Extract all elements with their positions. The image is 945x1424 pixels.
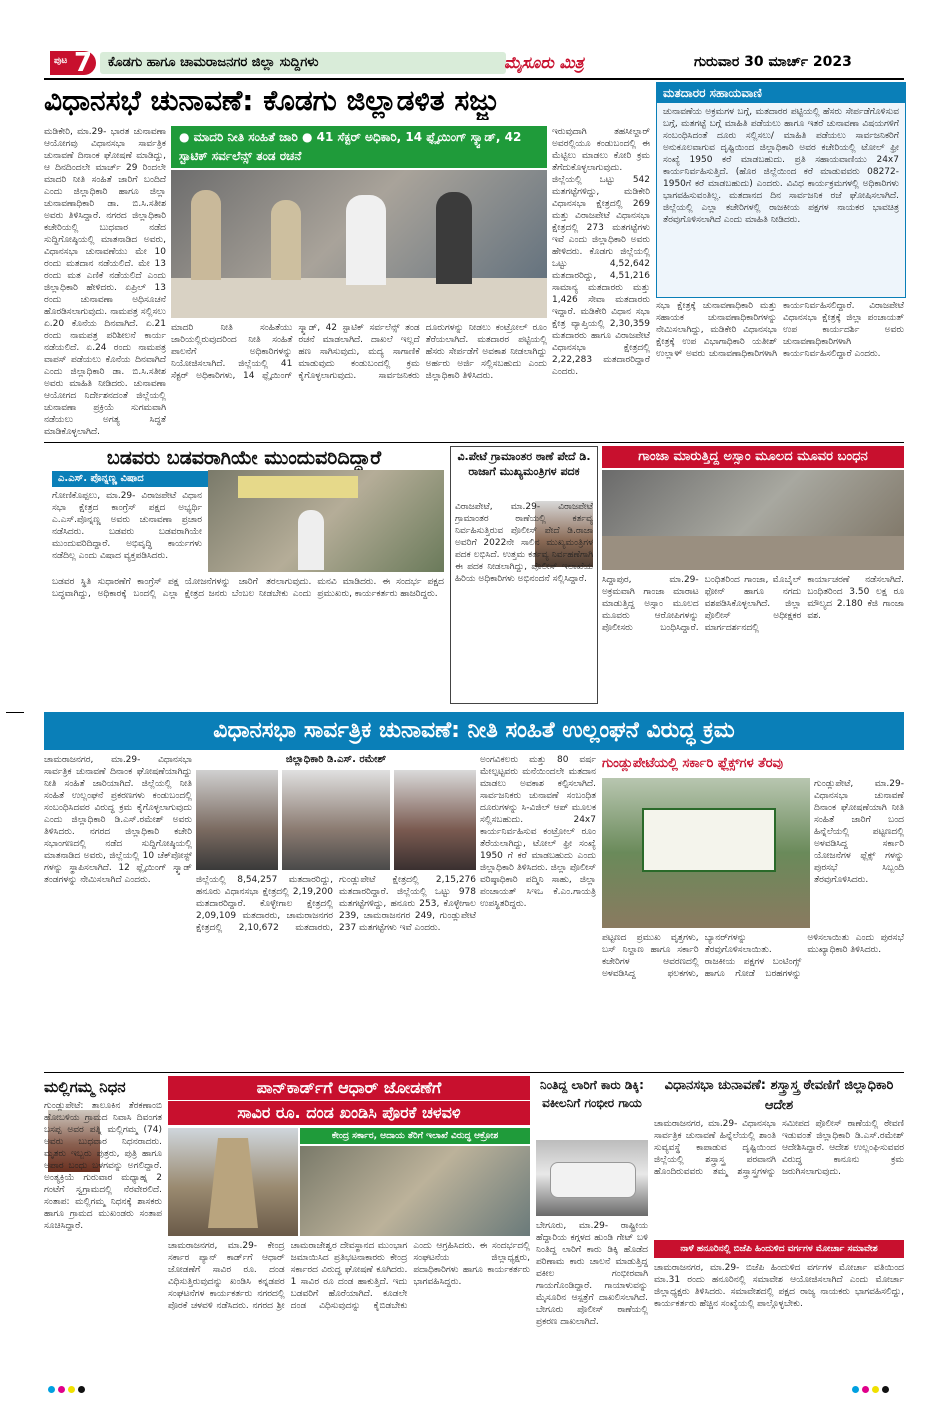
ganja-photo xyxy=(602,470,904,570)
margin-tick xyxy=(6,712,24,713)
flex-photo xyxy=(602,778,810,928)
lead-sidebar-lower: ಸಭಾ ಕ್ಷೇತ್ರಕ್ಕೆ ಚುನಾವಣಾಧಿಕಾರಿ ಮತ್ತು ಸಹಾಯಕ ಚುನಾವಣಾಧಿಕಾರಿಗಳನ್ನು ನೇಮಿಸಲಾಗಿದ್ದು, ಮಡಿಕೇರಿ ವಿಧಾನಸಭಾ ಕ್ಷೇತ್ರಕ್ಕೆ ಉಪ ವಿಭಾಗಾಧಿಕಾರಿ ಯತೀಶ್ ಉಲ್ಲಾಳ್ ಅವರು ಚುನಾವಣಾಧಿಕಾರಿಗಳಾಗಿ ಕಾರ್ಯನಿರ್ವಹಿಸಲಿದ್ದಾರೆ. ವಿರಾಜಪೇಟೆ ವಿಧಾನಸಭಾ ಕ್ಷೇತ್ರಕ್ಕೆ ಜಿಲ್ಲಾ ಪಂಚಾಯತ್ ಉಪ ಕಾರ್ಯದರ್ಶಿ ಅವರು ಚುನಾವಣಾಧಿಕಾರಿಗಳಾಗಿ ಕಾರ್ಯನಿರ್ವಹಿಸಲಿದ್ದಾರೆ ಎಂದರು. xyxy=(656,301,904,359)
pan-body-left: ಚಾಮರಾಜನಗರ, ಮಾ.29- ಕೇಂದ್ರ ಸರ್ಕಾರ ಪ್ಯಾನ್ ಕಾರ್ಡ್‌ಗೆ ಆಧಾರ್ ಜೋಡಣೆಗೆ ಸಾವಿರ ರೂ. ದಂಡ ವಿಧಿಸುತ್ತಿರುವುದನ್ನು ಖಂಡಿಸಿ ಕನ್ನಡಪರ ಸಂಘಟನೆಗಳ ಕಾರ್ಯಕರ್ತರು ನಗರದಲ್ಲಿ ಪೊರಕೆ ಚಳವಳಿ ನಡೆಸಿದರು. ನಗರದ ಶ್ರೀ ಚಾಮರಾಜೇಶ್ವರ ದೇವಸ್ಥಾನದ ಮುಂಭಾಗ ಜಮಾಯಿಸಿದ ಪ್ರತಿಭಟನಾಕಾರರು ಕೇಂದ್ರ ಸರ್ಕಾರದ ವಿರುದ್ಧ ಘೋಷಣೆ ಕೂಗಿದರು. 1 ಸಾವಿರ ರೂ ದಂಡ ಹಾಕುತ್ತಿದೆ. ಇದು ಬಡವರಿಗೆ ಹೊರೆಯಾಗಿದೆ. ಕೂಡಲೇ ದಂಡ ವಿಧಿಸುವುದನ್ನು ಕೈಬಿಡಬೇಕು ಎಂದು ಆಗ್ರಹಿಸಿದರು. ಈ ಸಂದರ್ಭದಲ್ಲಿ ಸಂಘಟನೆಯ ಜಿಲ್ಲಾಧ್ಯಕ್ಷರು, ಪದಾಧಿಕಾರಿಗಳು ಹಾಗೂ ಕಾರ್ಯಕರ್ತರು ಭಾಗವಹಿಸಿದ್ದರು. xyxy=(168,1241,530,1311)
pan-photo-temple xyxy=(168,1128,298,1236)
flex-headline: ಗುಂಡ್ಲುಪೇಟೆಯಲ್ಲಿ ಸರ್ಕಾರಿ ಫ್ಲೆಕ್ಸ್‌ಗಳ ತೆರವು xyxy=(602,756,784,771)
band-body-right: ಅಂಗವಿಕಲರು ಮತ್ತು 80 ವರ್ಷ ಮೇಲ್ಪಟ್ಟವರು ಮನೆಯಿಂದಲೇ ಮತದಾನ ಮಾಡಲು ಅವಕಾಶ ಕಲ್ಪಿಸಲಾಗಿದೆ. ಸಾರ್ವಜನಿಕರು ಚುನಾವಣೆ ಸಂಬಂಧಿತ ದೂರುಗಳನ್ನು ಸಿ-ವಿಜಿಲ್ ಆಪ್ ಮೂಲಕ ಸಲ್ಲಿಸಬಹುದು. 24x7 ಕಾರ್ಯನಿರ್ವಹಿಸುವ ಕಂಟ್ರೋಲ್ ರೂಂ ತೆರೆಯಲಾಗಿದ್ದು, ಟೋಲ್ ಫ್ರೀ ಸಂಖ್ಯೆ 1950 ಗೆ ಕರೆ ಮಾಡಬಹುದು ಎಂದು ಜಿಲ್ಲಾಧಿಕಾರಿ ತಿಳಿಸಿದರು. ಜಿಲ್ಲಾ ಪೊಲೀಸ್ ವರಿಷ್ಠಾಧಿಕಾರಿ ಪದ್ಮಿನಿ ಸಾಹು, ಜಿಲ್ಲಾ ಪಂಚಾಯತ್ ಸಿಇಒ ಕೆ.ಎಂ.ಗಾಯತ್ರಿ ಉಪಸ್ಥಿತರಿದ್ದರು. xyxy=(480,755,596,909)
flex-body-bottom: ಪಟ್ಟಣದ ಪ್ರಮುಖ ವೃತ್ತಗಳು, ಬಸ್ ನಿಲ್ದಾಣ ಹಾಗೂ ಸರ್ಕಾರಿ ಕಚೇರಿಗಳ ಆವರಣದಲ್ಲಿ ಅಳವಡಿಸಿದ್ದ ಫಲಕಗಳು, ಬ್ಯಾನರ್‌ಗಳನ್ನು ತೆರವುಗೊಳಿಸಲಾಯಿತು. ರಾಜಕೀಯ ಪಕ್ಷಗಳ ಬಂಟಿಂಗ್ಸ್ ಹಾಗೂ ಗೋಡೆ ಬರಹಗಳನ್ನು ಅಳಿಸಲಾಯಿತು ಎಂದು ಪುರಸಭೆ ಮುಖ್ಯಾಧಿಕಾರಿ ತಿಳಿಸಿದರು. xyxy=(602,933,904,979)
register-marks-left xyxy=(48,1378,88,1397)
raja-story-box xyxy=(450,446,598,704)
car-headline: ನಿಂತಿದ್ದ ಲಾರಿಗೆ ಕಾರು ಡಿಕ್ಕಿ: ವಕೀಲನಿಗೆ ಗಂಭೀರ ಗಾಯ xyxy=(540,1078,644,1110)
lead-photo xyxy=(171,170,547,318)
band-bottom-rule xyxy=(44,1072,904,1073)
morcha-body: ಚಾಮರಾಜನಗರ, ಮಾ.29- ಬಿಜೆಪಿ ಹಿಂದುಳಿದ ವರ್ಗಗಳ ಮೋರ್ಚಾ ವತಿಯಿಂದ ಮಾ.31 ರಂದು ಹನೂರಿನಲ್ಲಿ ಸಮಾವೇಶ ಆಯೋಜಿಸಲಾಗಿದೆ ಎಂದು ಮೋರ್ಚಾ ಜಿಲ್ಲಾಧ್ಯಕ್ಷರು ತಿಳಿಸಿದರು. ಸಮಾವೇಶದಲ್ಲಿ ಪಕ್ಷದ ರಾಜ್ಯ ನಾಯಕರು ಭಾಗವಹಿಸಲಿದ್ದು, ಕಾರ್ಯಕರ್ತರು ಹೆಚ್ಚಿನ ಸಂಖ್ಯೆಯಲ್ಲಿ ಪಾಲ್ಗೊಳ್ಳಬೇಕು. xyxy=(654,1263,904,1309)
band-headline: ವಿಧಾನಸಭಾ ಸಾರ್ವತ್ರಿಕ ಚುನಾವಣೆ: ನೀತಿ ಸಂಹಿತೆ ಉಲ್ಲಂಘನೆ ವಿರುದ್ಧ ಕ್ರಮ xyxy=(44,712,904,750)
band-photo-3 xyxy=(394,770,476,870)
morcha-headline: ನಾಳೆ ಹನೂರಿನಲ್ಲಿ ಬಿಜೆಪಿ ಹಿಂದುಳಿದ ವರ್ಗಗಳ ಮೋರ್ಚಾ ಸಮಾವೇಶ xyxy=(654,1240,904,1258)
poonnachha-body-top: ಗೋಣಿಕೊಪ್ಪಲು, ಮಾ.29- ವಿರಾಜಪೇಟೆ ವಿಧಾನ ಸಭಾ ಕ್ಷೇತ್ರದ ಕಾಂಗ್ರೆಸ್ ಪಕ್ಷದ ಅಭ್ಯರ್ಥಿ ಎ.ಎಸ್.ಪೊನ್ನಣ್ಣ ಅವರು ಚುನಾವಣಾ ಪ್ರಚಾರ ನಡೆಸಿದರು. ಬಡವರು ಬಡವರಾಗಿಯೇ ಮುಂದುವರಿದಿದ್ದಾರೆ. ಅಭಿವೃದ್ಧಿ ಕಾರ್ಯಗಳು ನಡೆದಿಲ್ಲ ಎಂದು ವಿಷಾದ ವ್ಯಕ್ತಪಡಿಸಿದರು. xyxy=(52,491,202,561)
lead-subhead-text: ● ಮಾದರಿ ನೀತಿ ಸಂಹಿತೆ ಜಾರಿ ● 41 ಸೆಕ್ಟರ್ ಅಧಿಕಾರಿ, 14 ಫ್ಲೈಯಿಂಗ್ ಸ್ಕ್ವಾಡ್, 42 ಸ್ಟಾಟಿಕ್ ಸರ್ವಲೆನ್ಸ್ ತಂಡ ರಚನೆ xyxy=(179,130,522,163)
section-title: ಕೊಡಗು ಹಾಗೂ ಚಾಮರಾಜನಗರ ಜಿಲ್ಲಾ ಸುದ್ದಿಗಳು xyxy=(108,55,319,70)
arms-body: ಚಾಮರಾಜನಗರ, ಮಾ.29- ವಿಧಾನಸಭಾ ಸಾರ್ವತ್ರಿಕ ಚುನಾವಣೆ ಹಿನ್ನೆಲೆಯಲ್ಲಿ ಶಾಂತಿ ಸುವ್ಯವಸ್ಥೆ ಕಾಪಾಡುವ ದೃಷ್ಟಿಯಿಂದ ಜಿಲ್ಲೆಯಲ್ಲಿ ಶಸ್ತ್ರಾಸ್ತ್ರ ಪರವಾನಗಿ ಹೊಂದಿರುವವರು ತಮ್ಮ ಶಸ್ತ್ರಾಸ್ತ್ರಗಳನ್ನು ಸಮೀಪದ ಪೊಲೀಸ್ ಠಾಣೆಯಲ್ಲಿ ಠೇವಣಿ ಇಡುವಂತೆ ಜಿಲ್ಲಾಧಿಕಾರಿ ಡಿ.ಎಸ್.ರಮೇಶ್ ಆದೇಶಿಸಿದ್ದಾರೆ. ಆದೇಶ ಉಲ್ಲಂಘಿಸುವವರ ವಿರುದ್ಧ ಕಾನೂನು ಕ್ರಮ ಜರುಗಿಸಲಾಗುವುದು. xyxy=(654,1119,904,1177)
band-photo-2 xyxy=(282,770,390,870)
flex-body-top: ಗುಂಡ್ಲುಪೇಟೆ, ಮಾ.29- ವಿಧಾನಸಭಾ ಚುನಾವಣೆ ದಿನಾಂಕ ಘೋಷಣೆಯಾಗಿ ನೀತಿ ಸಂಹಿತೆ ಜಾರಿಗೆ ಬಂದ ಹಿನ್ನೆಲೆಯಲ್ಲಿ ಪಟ್ಟಣದಲ್ಲಿ ಅಳವಡಿಸಿದ್ದ ಸರ್ಕಾರಿ ಯೋಜನೆಗಳ ಫ್ಲೆಕ್ಸ್ ಗಳನ್ನು ಪುರಸಭೆ ಸಿಬ್ಬಂದಿ ತೆರವುಗೊಳಿಸಿದರು. xyxy=(814,779,904,885)
car-body: ಬೇಗೂರು, ಮಾ.29- ರಾಷ್ಟ್ರೀಯ ಹೆದ್ದಾರಿಯ ಕಗ್ಗಳದ ಹುಂಡಿ ಗೇಟ್ ಬಳಿ ನಿಂತಿದ್ದ ಲಾರಿಗೆ ಕಾರು ಡಿಕ್ಕಿ ಹೊಡೆದ ಪರಿಣಾಮ ಕಾರು ಚಾಲನೆ ಮಾಡುತ್ತಿದ್ದ ವಕೀಲ ಗಂಭೀರವಾಗಿ ಗಾಯಗೊಂಡಿದ್ದಾರೆ. ಗಾಯಾಳುವನ್ನು ಮೈಸೂರಿನ ಆಸ್ಪತ್ರೆಗೆ ದಾಖಲಿಸಲಾಗಿದೆ. ಬೇಗೂರು ಪೊಲೀಸ್ ಠಾಣೆಯಲ್ಲಿ ಪ್ರಕರಣ ದಾಖಲಾಗಿದೆ. xyxy=(536,1221,648,1327)
poonnachha-body-bottom: ಬಡವರ ಸ್ಥಿತಿ ಸುಧಾರಣೆಗೆ ಕಾಂಗ್ರೆಸ್ ಪಕ್ಷ ಬದ್ಧವಾಗಿದ್ದು, ಅಧಿಕಾರಕ್ಕೆ ಬಂದಲ್ಲಿ ಎಲ್ಲಾ ಯೋಜನೆಗಳನ್ನು ಜಾರಿಗೆ ತರಲಾಗುವುದು. ಕ್ಷೇತ್ರದ ಜನರು ಬೆಂಬಲ ನೀಡಬೇಕು ಎಂದು ಮನವಿ ಮಾಡಿದರು. ಈ ಸಂದರ್ಭ ಪಕ್ಷದ ಪ್ರಮುಖರು, ಕಾರ್ಯಕರ್ತರು ಹಾಜರಿದ್ದರು. xyxy=(52,577,444,599)
date: ಗುರುವಾರ 30 ಮಾರ್ಚ್ 2023 xyxy=(694,54,852,70)
obit-headline: ಮಲ್ಲಿಗಮ್ಮ ನಿಧನ xyxy=(44,1078,126,1096)
raja-headline: ವಿ.ಪೇಟೆ ಗ್ರಾಮಾಂತರ ಠಾಣೆ ಪೇದೆ ಡಿ. ರಾಜಾಗೆ ಮುಖ್ಯಮಂತ್ರಿಗಳ ಪದಕ xyxy=(457,450,591,478)
voter-helpline-body: ಚುನಾವಣೆಯ ಅಕ್ರಮಗಳ ಬಗ್ಗೆ, ಮತದಾರರ ಪಟ್ಟಿಯಲ್ಲಿ ಹೆಸರು ಸೇರ್ಪಡೆಗೊಳಿಸುವ ಬಗ್ಗೆ, ಮತಗಟ್ಟೆ ಬಗ್ಗೆ ಮಾಹಿತಿ ಪಡೆಯಲು ಹಾಗೂ ಇತರೆ ಚುನಾವಣಾ ವಿಷಯಗಳಿಗೆ ಸಂಬಂಧಿಸಿದಂತೆ ದೂರು ಸಲ್ಲಿಸಲು/ ಮಾಹಿತಿ ಪಡೆಯಲು ಸಾರ್ವಜನಿಕರಿಗೆ ಅನುಕೂಲವಾಗುವ ದೃಷ್ಟಿಯಿಂದ ಜಿಲ್ಲಾಧಿಕಾರಿ ಅವರ ಕಚೇರಿಯಲ್ಲಿ ಟೋಲ್ ಫ್ರೀ ಸಂಖ್ಯೆ 1950 ಕರೆ ಮಾಡಬಹುದು. ಪ್ರತಿ ಸಹಾಯವಾಣಿಯು 24x7 ಕಾರ್ಯನಿರ್ವಹಿಸುತ್ತಿದೆ. (ಹೊರ ಜಿಲ್ಲೆಯಿಂದ ಕರೆ ಮಾಡುವವರು 08272-1950ಗೆ ಕರೆ ಮಾಡಬಹುದು) ಎಂದರು. ವಿವಿಧ ಕಾರ್ಯಕ್ರಮಗಳಲ್ಲಿ ಅಧಿಕಾರಿಗಳು ಭಾಗವಹಿಸುವಂತಿಲ್ಲ. ಮತದಾನದ ದಿನ ಸಾರ್ವಜನಿಕ ರಜೆ ಘೋಷಿಸಲಾಗಿದೆ. ಜಿಲ್ಲೆಯಲ್ಲಿ ಎಲ್ಲಾ ಕಚೇರಿಗಳಲ್ಲಿ ರಾಜಕೀಯ ಪಕ್ಷಗಳ ನಾಯಕರ ಭಾವಚಿತ್ರ ತೆರವುಗೊಳಿಸಲಾಗಿದೆ ಎಂದು ಮಾಹಿತಿ ನೀಡಿದರು. xyxy=(663,107,899,225)
band-photo-1 xyxy=(196,770,278,870)
lead-subhead xyxy=(171,126,547,168)
page-label-text: ಪುಟ xyxy=(54,56,68,66)
pan-headline-2: ಸಾವಿರ ರೂ. ದಂಡ ಖಂಡಿಸಿ ಪೊರಕೆ ಚಳವಳಿ xyxy=(168,1101,530,1125)
band-body-left: ಚಾಮರಾಜನಗರ, ಮಾ.29- ವಿಧಾನಸಭಾ ಸಾರ್ವತ್ರಿಕ ಚುನಾವಣೆ ದಿನಾಂಕ ಘೋಷಣೆಯಾಗಿದ್ದು ನೀತಿ ಸಂಹಿತೆ ಜಾರಿಯಾಗಿದೆ. ಜಿಲ್ಲೆಯಲ್ಲಿ ನೀತಿ ಸಂಹಿತೆ ಉಲ್ಲಂಘನೆ ಪ್ರಕರಣಗಳು ಕಂಡುಬಂದಲ್ಲಿ ಸಂಬಂಧಿಸಿದವರ ವಿರುದ್ಧ ಕ್ರಮ ಕೈಗೊಳ್ಳಲಾಗುವುದು ಎಂದು ಜಿಲ್ಲಾಧಿಕಾರಿ ಡಿ.ಎಸ್.ರಮೇಶ್ ಅವರು ತಿಳಿಸಿದರು. ನಗರದ ಜಿಲ್ಲಾಧಿಕಾರಿ ಕಚೇರಿ ಸಭಾಂಗಣದಲ್ಲಿ ನಡೆದ ಸುದ್ದಿಗೋಷ್ಠಿಯಲ್ಲಿ ಮಾತನಾಡಿದ ಅವರು, ಜಿಲ್ಲೆಯಲ್ಲಿ 10 ಚೆಕ್‌ಪೋಸ್ಟ್ ಗಳನ್ನು ಸ್ಥಾಪಿಸಲಾಗಿದೆ. 12 ಫ್ಲೈಯಿಂಗ್ ಸ್ಕ್ವಾಡ್ ತಂಡಗಳನ್ನು ನೇಮಿಸಲಾಗಿದೆ ಎಂದರು. xyxy=(44,755,192,885)
voter-helpline-title: ಮತದಾರರ ಸಹಾಯವಾಣಿ xyxy=(657,83,905,103)
ganja-headline: ಗಾಂಜಾ ಮಾರುತ್ತಿದ್ದ ಅಸ್ಸಾಂ ಮೂಲದ ಮೂವರ ಬಂಧನ xyxy=(602,446,904,468)
raja-body: ವಿರಾಜಪೇಟೆ, ಮಾ.29- ವಿರಾಜಪೇಟೆ ಗ್ರಾಮಾಂತರ ಠಾಣೆಯಲ್ಲಿ ಕರ್ತವ್ಯ ನಿರ್ವಹಿಸುತ್ತಿರುವ ಪೊಲೀಸ್ ಪೇದೆ ಡಿ.ರಾಜಾ ಅವರಿಗೆ 2022ನೇ ಸಾಲಿನ ಮುಖ್ಯಮಂತ್ರಿಗಳ ಪದಕ ಲಭಿಸಿದೆ. ಉತ್ತಮ ಕರ್ತವ್ಯ ನಿರ್ವಹಣೆಗಾಗಿ ಈ ಪದಕ ನೀಡಲಾಗಿದ್ದು, ಪೊಲೀಸ್ ಇಲಾಖೆಯ ಹಿರಿಯ ಅಧಿಕಾರಿಗಳು ಅಭಿನಂದನೆ ಸಲ್ಲಿಸಿದ್ದಾರೆ. xyxy=(455,502,593,584)
pan-photo-protest xyxy=(300,1146,530,1236)
pan-headline-1: ಪಾನ್‌ಕಾರ್ಡ್‌ಗೆ ಆಧಾರ್ ಜೋಡಣೆಗೆ xyxy=(168,1076,530,1100)
poonnachha-photo xyxy=(208,470,444,572)
car-photo xyxy=(536,1140,648,1216)
ganja-body: ಸಿದ್ದಾಪುರ, ಮಾ.29- ಅಕ್ರಮವಾಗಿ ಗಾಂಜಾ ಮಾರಾಟ ಮಾಡುತ್ತಿದ್ದ ಅಸ್ಸಾಂ ಮೂಲದ ಮೂವರು ಆರೋಪಿಗಳನ್ನು ಪೊಲೀಸರು ಬಂಧಿಸಿದ್ದಾರೆ. ಬಂಧಿತರಿಂದ ಗಾಂಜಾ, ಮೊಬೈಲ್ ಫೋನ್ ಹಾಗೂ ನಗದು ವಶಪಡಿಸಿಕೊಳ್ಳಲಾಗಿದೆ. ಜಿಲ್ಲಾ ಪೊಲೀಸ್ ಅಧೀಕ್ಷಕರ ಮಾರ್ಗದರ್ಶನದಲ್ಲಿ ಕಾರ್ಯಾಚರಣೆ ನಡೆಸಲಾಗಿದೆ. ಬಂಧಿತರಿಂದ 3.50 ಲಕ್ಷ ರೂ ಮೌಲ್ಯದ 2.180 ಕೆಜಿ ಗಾಂಜಾ ವಶ. xyxy=(602,575,904,633)
lead-body-right: ಇರುವುದಾಗಿ ತಹಸೀಲ್ದಾರ್ ಅವರಲ್ಲಿಯೂ ಕಂಡುಬಂದಲ್ಲಿ ಈ ಮೆಟ್ಟಿಲು ಮಾಡಲು ಕೋರಿ ಕ್ರಮ ತೆಗೆದುಕೊಳ್ಳಲಾಗುವುದು. ಜಿಲ್ಲೆಯಲ್ಲಿ ಒಟ್ಟು 542 ಮತಗಟ್ಟೆಗಳಿದ್ದು, ಮಡಿಕೇರಿ ವಿಧಾನಸಭಾ ಕ್ಷೇತ್ರದಲ್ಲಿ 269 ಮತ್ತು ವಿರಾಜಪೇಟೆ ವಿಧಾನಸಭಾ ಕ್ಷೇತ್ರದಲ್ಲಿ 273 ಮತಗಟ್ಟೆಗಳು ಇವೆ ಎಂದು ಜಿಲ್ಲಾಧಿಕಾರಿ ಅವರು ಹೇಳಿದರು. ಕೊಡಗು ಜಿಲ್ಲೆಯಲ್ಲಿ ಒಟ್ಟು 4,52,642 ಮತದಾರರಿದ್ದು, 4,51,216 ಸಾಮಾನ್ಯ ಮತದಾರರು ಮತ್ತು 1,426 ಸೇವಾ ಮತದಾರರು ಇದ್ದಾರೆ. ಮಡಿಕೇರಿ ವಿಧಾನ ಸಭಾ ಕ್ಷೇತ್ರ ವ್ಯಾಪ್ತಿಯಲ್ಲಿ 2,30,359 ಮತದಾರರು ಹಾಗೂ ವಿರಾಜಪೇಟೆ ವಿಧಾನಸಭಾ ಕ್ಷೇತ್ರದಲ್ಲಿ 2,22,283 ಮತದಾರರಿದ್ದಾರೆ ಎಂದರು. xyxy=(552,127,650,377)
masthead xyxy=(44,50,904,76)
arms-headline: ವಿಧಾನಸಭಾ ಚುನಾವಣೆ: ಶಸ್ತ್ರಾಸ್ತ್ರ ಠೇವಣಿಗೆ ಜಿಲ್ಲಾಧಿಕಾರಿ ಆದೇಶ xyxy=(664,1078,894,1113)
obit-body: ಗುಂಡ್ಲುಪೇಟೆ: ತಾಲೂಕಿನ ತೆರಕಣಾಂಬಿ ಹೋಬಳಿಯ ಗ್ರಾಮದ ನಿವಾಸಿ ದಿವಂಗತ ಬಸಪ್ಪ ಅವರ ಪತ್ನಿ ಮಲ್ಲಿಗಮ್ಮ (74) ಅವರು ಬುಧವಾರ ನಿಧನರಾದರು. ಮೃತರು ಇಬ್ಬರು ಪುತ್ರರು, ಪುತ್ರಿ ಹಾಗೂ ಅಪಾರ ಬಂಧು ಬಳಗವನ್ನು ಅಗಲಿದ್ದಾರೆ. ಅಂತ್ಯಕ್ರಿಯೆ ಗುರುವಾರ ಮಧ್ಯಾಹ್ನ 2 ಗಂಟೆಗೆ ಸ್ವಗ್ರಾಮದಲ್ಲಿ ನೆರವೇರಲಿದೆ. ಸಂತಾಪ: ಮಲ್ಲಿಗಮ್ಮ ನಿಧನಕ್ಕೆ ಶಾಸಕರು ಹಾಗೂ ಗ್ರಾಮದ ಮುಖಂಡರು ಸಂತಾಪ ಸೂಚಿಸಿದ್ದಾರೆ. xyxy=(44,1101,162,1231)
section-title-bar xyxy=(100,52,506,74)
poonnachha-headline: ಬಡವರು ಬಡವರಾಗಿಯೇ ಮುಂದುವರಿದಿದ್ದಾರೆ xyxy=(106,447,382,469)
poonnachha-byline: ಎ.ಎಸ್. ಪೊನ್ನಣ್ಣ ವಿಷಾದ xyxy=(52,471,208,487)
page-number: 7 xyxy=(74,48,93,78)
lead-bottom-rule xyxy=(44,442,904,443)
paper-name: ಮೈಸೂರು ಮಿತ್ರ xyxy=(504,53,584,72)
band-body-mid: ಜಿಲ್ಲೆಯಲ್ಲಿ 8,54,257 ಮತದಾರರಿದ್ದು, ಹನೂರು ವಿಧಾನಸಭಾ ಕ್ಷೇತ್ರದಲ್ಲಿ 2,19,200 ಮತದಾರರಿದ್ದಾರೆ. ಕೊಳ್ಳೇಗಾಲ ಕ್ಷೇತ್ರದಲ್ಲಿ 2,09,109 ಮತದಾರರು, ಚಾಮರಾಜನಗರ ಕ್ಷೇತ್ರದಲ್ಲಿ 2,10,672 ಮತದಾರರು, ಗುಂಡ್ಲುಪೇಟೆ ಕ್ಷೇತ್ರದಲ್ಲಿ 2,15,276 ಮತದಾರರಿದ್ದಾರೆ. ಜಿಲ್ಲೆಯಲ್ಲಿ ಒಟ್ಟು 978 ಮತಗಟ್ಟೆಗಳಿದ್ದು, ಹನೂರು 253, ಕೊಳ್ಳೇಗಾಲ 239, ಚಾಮರಾಜನಗರ 249, ಗುಂಡ್ಲುಪೇಟೆ 237 ಮತಗಟ್ಟೆಗಳು ಇವೆ ಎಂದರು. xyxy=(196,875,476,933)
lead-headline: ವಿಧಾನಸಭೆ ಚುನಾವಣೆ: ಕೊಡಗು ಜಿಲ್ಲಾಡಳಿತ ಸಜ್ಜು xyxy=(44,84,499,117)
pan-kicker: ಕೇಂದ್ರ ಸರ್ಕಾರ, ಆದಾಯ ತೆರಿಗೆ ಇಲಾಖೆ ವಿರುದ್ಧ ಆಕ್ರೋಶ xyxy=(300,1128,530,1144)
voter-helpline-box xyxy=(656,82,906,298)
lead-body-left: ಮಡಿಕೇರಿ, ಮಾ.29- ಭಾರತ ಚುನಾವಣಾ ಆಯೋಗವು ವಿಧಾನಸಭಾ ಸಾರ್ವತ್ರಿಕ ಚುನಾವಣೆ ದಿನಾಂಕ ಘೋಷಣೆ ಮಾಡಿದ್ದು, ಆ ದಿನದಿಂದಲೇ ಮಾರ್ಚ್ 29 ರಿಂದಲೇ ಮಾದರಿ ನೀತಿ ಸಂಹಿತೆ ಜಾರಿಗೆ ಬಂದಿದೆ ಎಂದು ಜಿಲ್ಲಾಧಿಕಾರಿ ಹಾಗೂ ಜಿಲ್ಲಾ ಚುನಾವಣಾಧಿಕಾರಿ ಡಾ. ಬಿ.ಸಿ.ಸತೀಶ ಅವರು ತಿಳಿಸಿದ್ದಾರೆ. ನಗರದ ಜಿಲ್ಲಾಧಿಕಾರಿ ಕಚೇರಿಯಲ್ಲಿ ಬುಧವಾರ ನಡೆದ ಸುದ್ದಿಗೋಷ್ಠಿಯಲ್ಲಿ ಮಾತನಾಡಿದ ಅವರು, ವಿಧಾನಸಭಾ ಚುನಾವಣೆಯು ಮೇ 10 ರಂದು ಮತದಾನ ನಡೆಯಲಿದೆ. ಮೇ 13 ರಂದು ಮತ ಎಣಿಕೆ ನಡೆಯಲಿದೆ ಎಂದು ಜಿಲ್ಲಾಧಿಕಾರಿ ಹೇಳಿದರು. ಏಪ್ರಿಲ್ 13 ರಂದು ಚುನಾವಣಾ ಅಧಿಸೂಚನೆ ಹೊರಡಿಸಲಾಗುವುದು. ನಾಮಪತ್ರ ಸಲ್ಲಿಸಲು ಏ.20 ಕೊನೆಯ ದಿನವಾಗಿದೆ. ಏ.21 ರಂದು ನಾಮಪತ್ರ ಪರಿಶೀಲನೆ ಕಾರ್ಯ ನಡೆಯಲಿದೆ. ಏ.24 ರಂದು ನಾಮಪತ್ರ ವಾಪಸ್ ಪಡೆಯಲು ಕೊನೆಯ ದಿನವಾಗಿದೆ ಎಂದು ಜಿಲ್ಲಾಧಿಕಾರಿ ಡಾ. ಬಿ.ಸಿ.ಸತೀಶ ಅವರು ಮಾಹಿತಿ ನೀಡಿದರು. ಚುನಾವಣಾ ಆಯೋಗದ ನಿರ್ದೇಶನದಂತೆ ಜಿಲ್ಲೆಯಲ್ಲಿ ಚುನಾವಣಾ ಪ್ರಕ್ರಿಯೆ ಸುಗಮವಾಗಿ ನಡೆಯಲು ಅಗತ್ಯ ಸಿದ್ಧತೆ ಮಾಡಿಕೊಳ್ಳಲಾಗಿದೆ. xyxy=(44,127,166,437)
lead-body-lower: ಮಾದರಿ ನೀತಿ ಸಂಹಿತೆಯು ಜಾರಿಯಲ್ಲಿರುವುದರಿಂದ ನೀತಿ ಸಂಹಿತೆ ಪಾಲನೆಗೆ ಅಧಿಕಾರಿಗಳನ್ನು ನಿಯೋಜಿಸಲಾಗಿದೆ. ಜಿಲ್ಲೆಯಲ್ಲಿ 41 ಸೆಕ್ಟರ್ ಅಧಿಕಾರಿಗಳು, 14 ಫ್ಲೈಯಿಂಗ್ ಸ್ಕ್ವಾಡ್, 42 ಸ್ಟಾಟಿಕ್ ಸರ್ವಲೆನ್ಸ್ ತಂಡ ರಚನೆ ಮಾಡಲಾಗಿದೆ. ದಾಖಲೆ ಇಲ್ಲದೆ ಹಣ ಸಾಗಿಸುವುದು, ಮದ್ಯ ಸಾಗಾಣಿಕೆ ಮಾಡುವುದು ಕಂಡುಬಂದಲ್ಲಿ ಕ್ರಮ ಕೈಗೊಳ್ಳಲಾಗುವುದು. ಸಾರ್ವಜನಿಕರು ದೂರುಗಳನ್ನು ನೀಡಲು ಕಂಟ್ರೋಲ್ ರೂಂ ತೆರೆಯಲಾಗಿದೆ. ಮತದಾರರ ಪಟ್ಟಿಯಲ್ಲಿ ಹೆಸರು ಸೇರ್ಪಡೆಗೆ ಅವಕಾಶ ನೀಡಲಾಗಿದ್ದು ಅರ್ಹರು ಅರ್ಜಿ ಸಲ್ಲಿಸಬಹುದು ಎಂದು ಜಿಲ್ಲಾಧಿಕಾರಿ ತಿಳಿಸಿದರು. xyxy=(171,323,547,381)
band-photo-label: ಜಿಲ್ಲಾಧಿಕಾರಿ ಡಿ.ಎಸ್. ರಮೇಶ್ xyxy=(285,754,387,765)
register-marks-right xyxy=(852,1378,892,1397)
masthead-rule xyxy=(44,78,904,80)
